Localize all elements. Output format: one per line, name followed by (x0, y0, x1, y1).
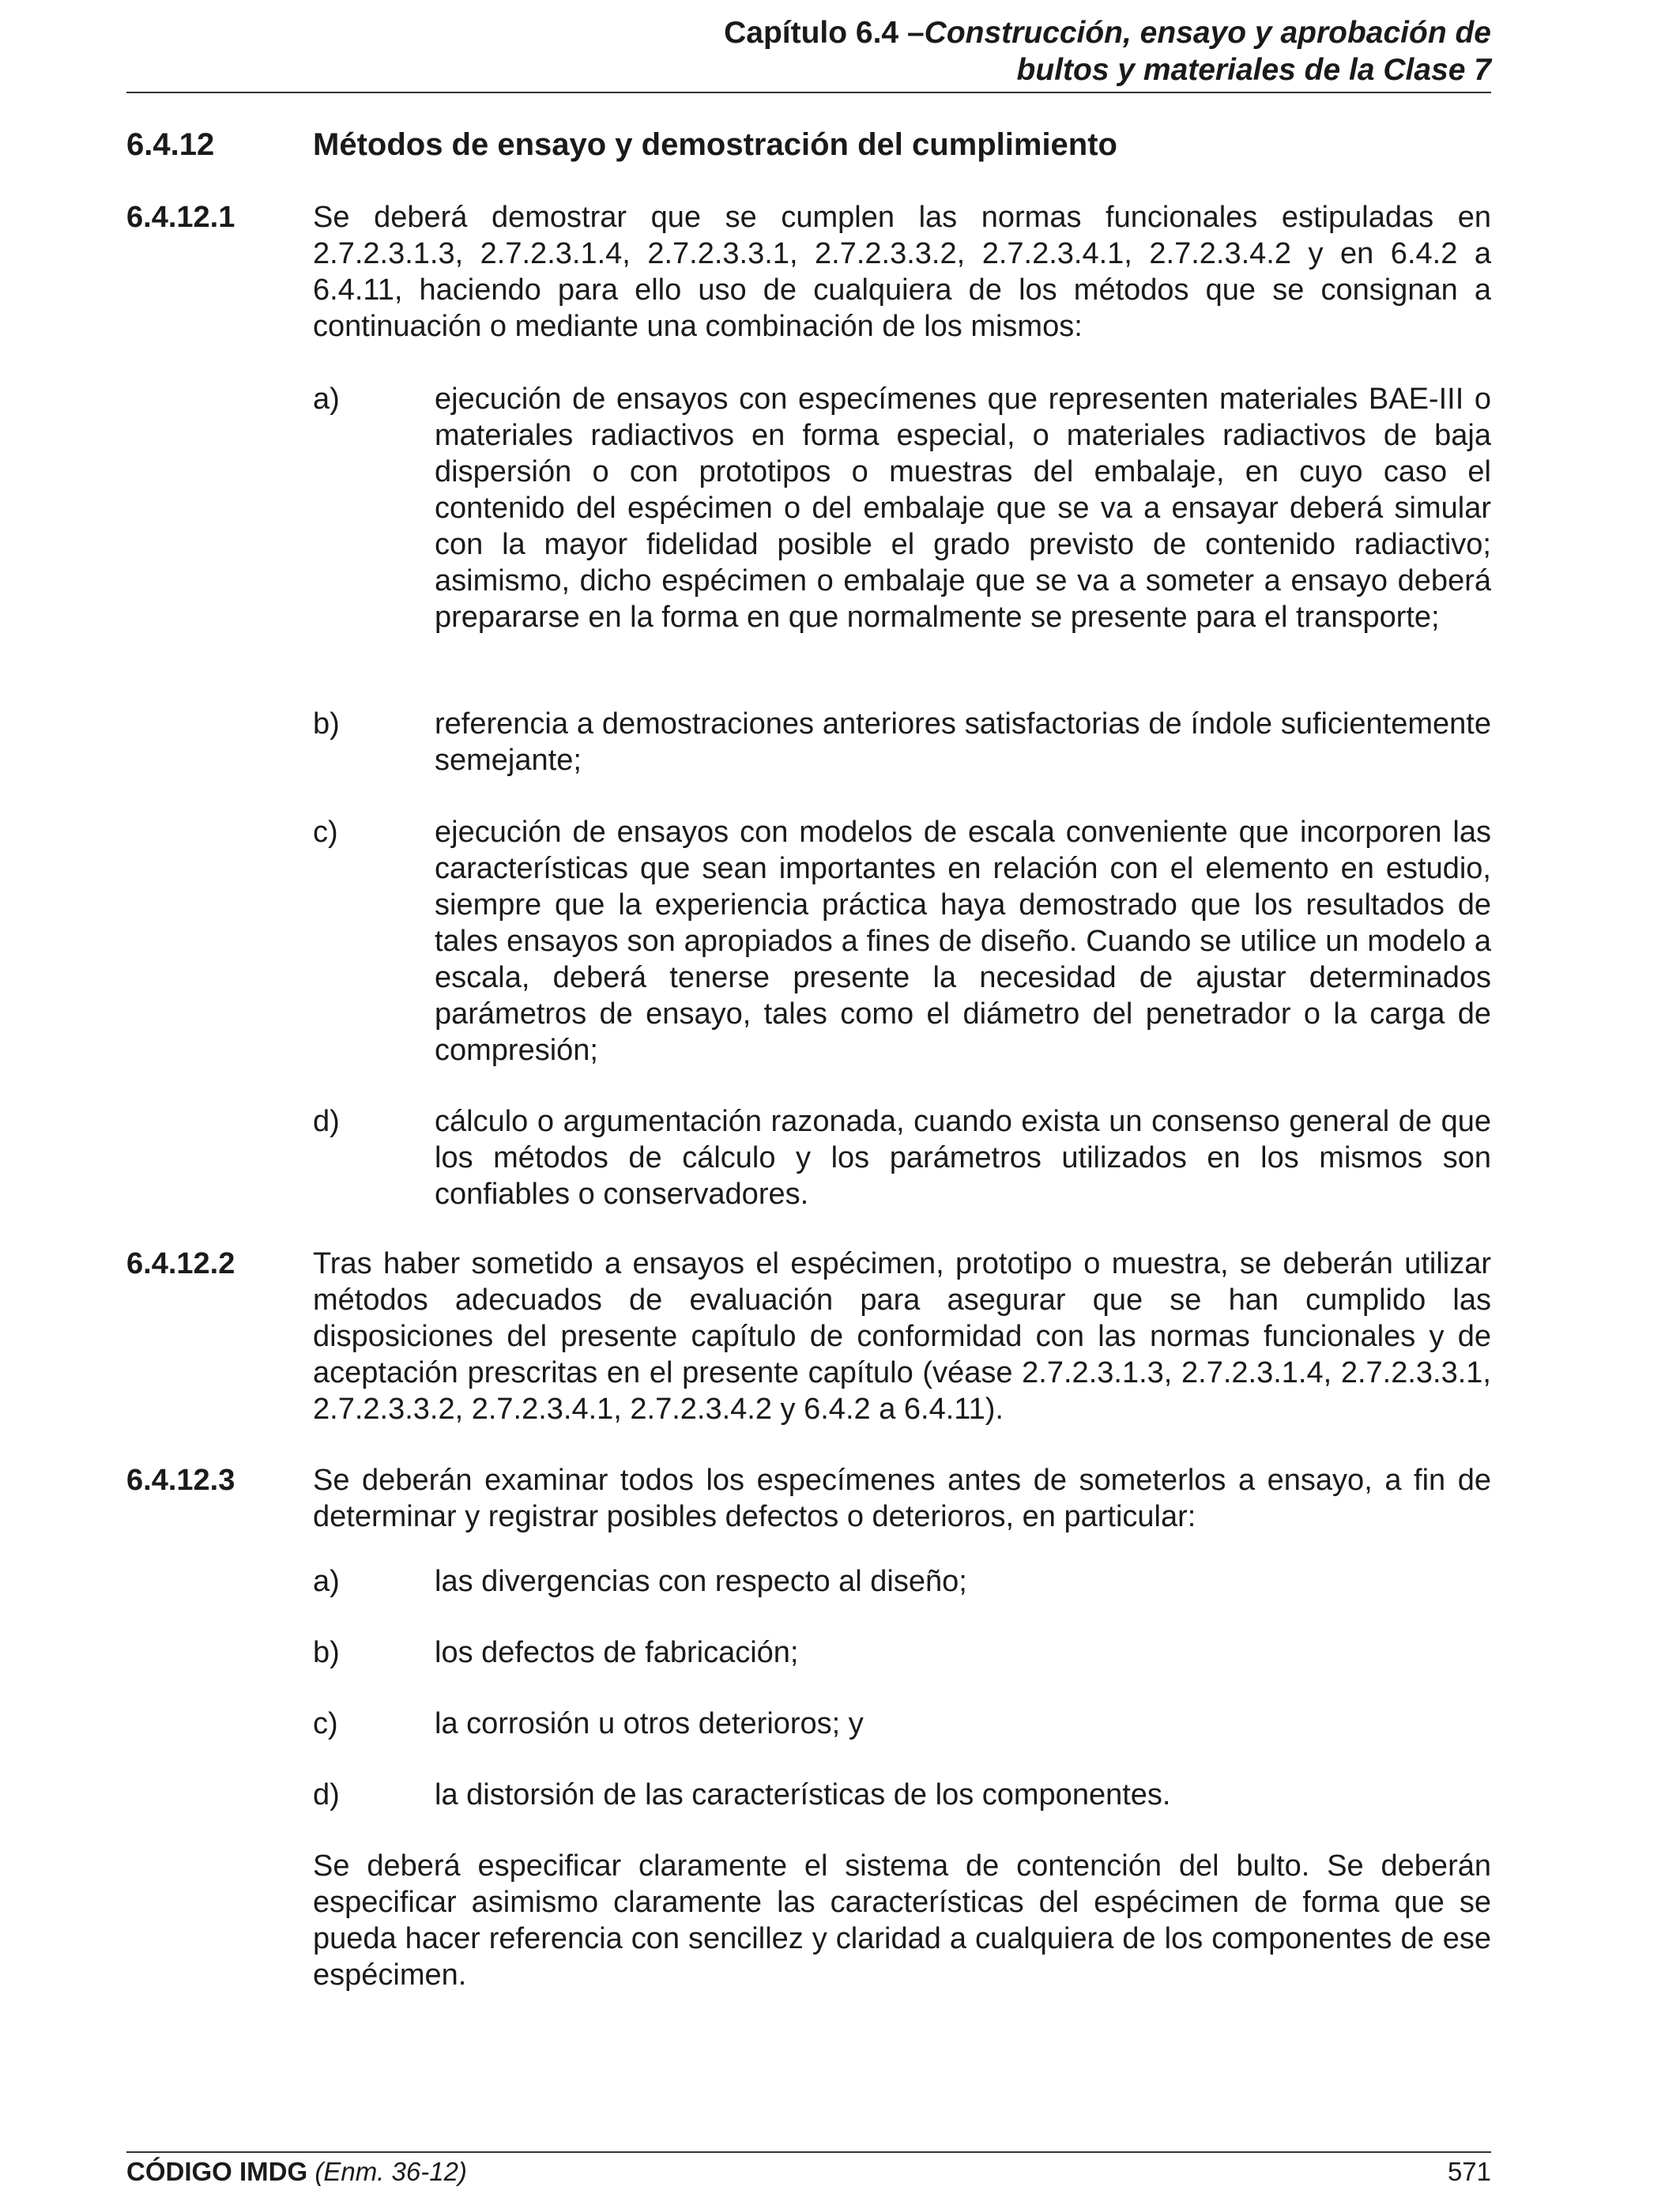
list-item-label: d) (313, 1105, 340, 1138)
list-item-label: b) (313, 707, 340, 741)
list-item (313, 1777, 1491, 1813)
list-item-text: las divergencias con respecto al diseño; (435, 1565, 967, 1598)
page-number: 571 (1447, 2157, 1491, 2186)
paragraph-6-4-12-1 (126, 199, 1491, 345)
list-item-label: c) (313, 816, 338, 849)
list-item-label: d) (313, 1778, 340, 1811)
header-divider (126, 92, 1491, 93)
paragraph-number: 6.4.12.2 (126, 1247, 235, 1280)
list-item-text: cálculo o argumentación razonada, cuando exista un consenso general de que los métodos de cálculo y los parámetros utilizados en los mismos son confiables o conservadores. (435, 1105, 1491, 1211)
paragraph-6-4-12-3 (126, 1462, 1491, 1535)
list-item-text: referencia a demostraciones anteriores satisfactorias de índole suficientemente semejante; (435, 707, 1491, 777)
list-item (313, 1103, 1491, 1212)
list-item (313, 1634, 1491, 1671)
chapter-title-line-2: bultos y materiales de la Clase 7 (1016, 53, 1491, 87)
list-item-label: c) (313, 1707, 338, 1740)
paragraph-6-4-12-2 (126, 1246, 1491, 1427)
list-item-label: b) (313, 1636, 340, 1669)
footer-divider (126, 2151, 1491, 2153)
list-item (313, 814, 1491, 1069)
list-item-text: ejecución de ensayos con modelos de escala conveniente que incorporen las características que sean importantes en relación con el elemento en estudio, siempre que la experiencia práctica haya demostrado que los resultados de tales ensayos son apropiados a fines de diseño. Cuando se utilice un modelo a escala, deberá tenerse presente la necesidad de ajustar determinados parámetros de ensayo, tales como el diámetro del penetrador o la carga de compresión; (435, 816, 1491, 1067)
list-item (313, 381, 1491, 635)
section-title: Métodos de ensayo y demostración del cumplimiento (313, 127, 1117, 162)
closing-paragraph: Se deberá especificar claramente el sistema de contención del bulto. Se deberán especificar asimismo claramente las características del espécimen de forma que se pueda hacer referencia con sencillez y claridad a cualquiera de los componentes de ese espécimen. (313, 1849, 1491, 1992)
list-item-label: a) (313, 383, 340, 416)
chapter-title-line-1: Construcción, ensayo y aprobación de (924, 16, 1491, 50)
paragraph-text: Se deberán examinar todos los especímenes antes de someterlos a ensayo, a fin de determinar y registrar posibles defectos o deterioros, en particular: (313, 1464, 1491, 1533)
footer-amendment: (Enm. 36-12) (315, 2157, 467, 2186)
footer-code: CÓDIGO IMDG (126, 2157, 308, 2186)
paragraph-text: Tras haber sometido a ensayos el espécimen, prototipo o muestra, se deberán utilizar métodos adecuados de evaluación para asegurar que se han cumplido las disposiciones del presente capítulo de conformidad con las normas funcionales y de aceptación prescritas en el presente capítulo (véase 2.7.2.3.1.3, 2.7.2.3.1.4, 2.7.2.3.3.1, 2.7.2.3.3.2, 2.7.2.3.4.1, 2.7.2.3.4.2 y 6.4.2 a 6.4.11). (313, 1247, 1491, 1426)
header-line-1 (126, 14, 1491, 51)
section-number: 6.4.12 (126, 127, 215, 162)
list-item (313, 1706, 1491, 1742)
list-item (313, 1563, 1491, 1600)
list-item (313, 706, 1491, 778)
paragraph-number: 6.4.12.1 (126, 201, 235, 234)
list-item-text: la corrosión u otros deterioros; y (435, 1707, 864, 1740)
paragraph-number: 6.4.12.3 (126, 1464, 235, 1497)
page-footer (126, 2156, 1491, 2188)
running-header (126, 14, 1491, 89)
list-item-text: ejecución de ensayos con especímenes que representen materiales BAE-III o materiales radiactivos en forma especial, o materiales radiactivos de baja dispersión o con prototipos o muestras del embalaje, en cuyo caso el contenido del espécimen o del embalaje que se va a ensayar deberá simular con la mayor fidelidad posible el grado previsto de contenido radiactivo; asimismo, dicho espécimen o embalaje que se va a someter a ensayo deberá prepararse en la forma en que normalmente se presente para el transporte; (435, 383, 1491, 634)
list-item-text: la distorsión de las características de los componentes. (435, 1778, 1171, 1811)
paragraph-text: Se deberá demostrar que se cumplen las normas funcionales estipuladas en 2.7.2.3.1.3, 2.7.2.3.1.4, 2.7.2.3.3.1, 2.7.2.3.3.2, 2.7.2.3.4.1, 2.7.2.3.4.2 y en 6.4.2 a 6.4.11, haciendo para ello uso de cualquiera de los métodos que se consignan a continuación o mediante una combinación de los mismos: (313, 201, 1491, 343)
list-item-label: a) (313, 1565, 340, 1598)
list-item-text: los defectos de fabricación; (435, 1636, 799, 1669)
chapter-number: Capítulo 6.4 – (724, 16, 925, 50)
